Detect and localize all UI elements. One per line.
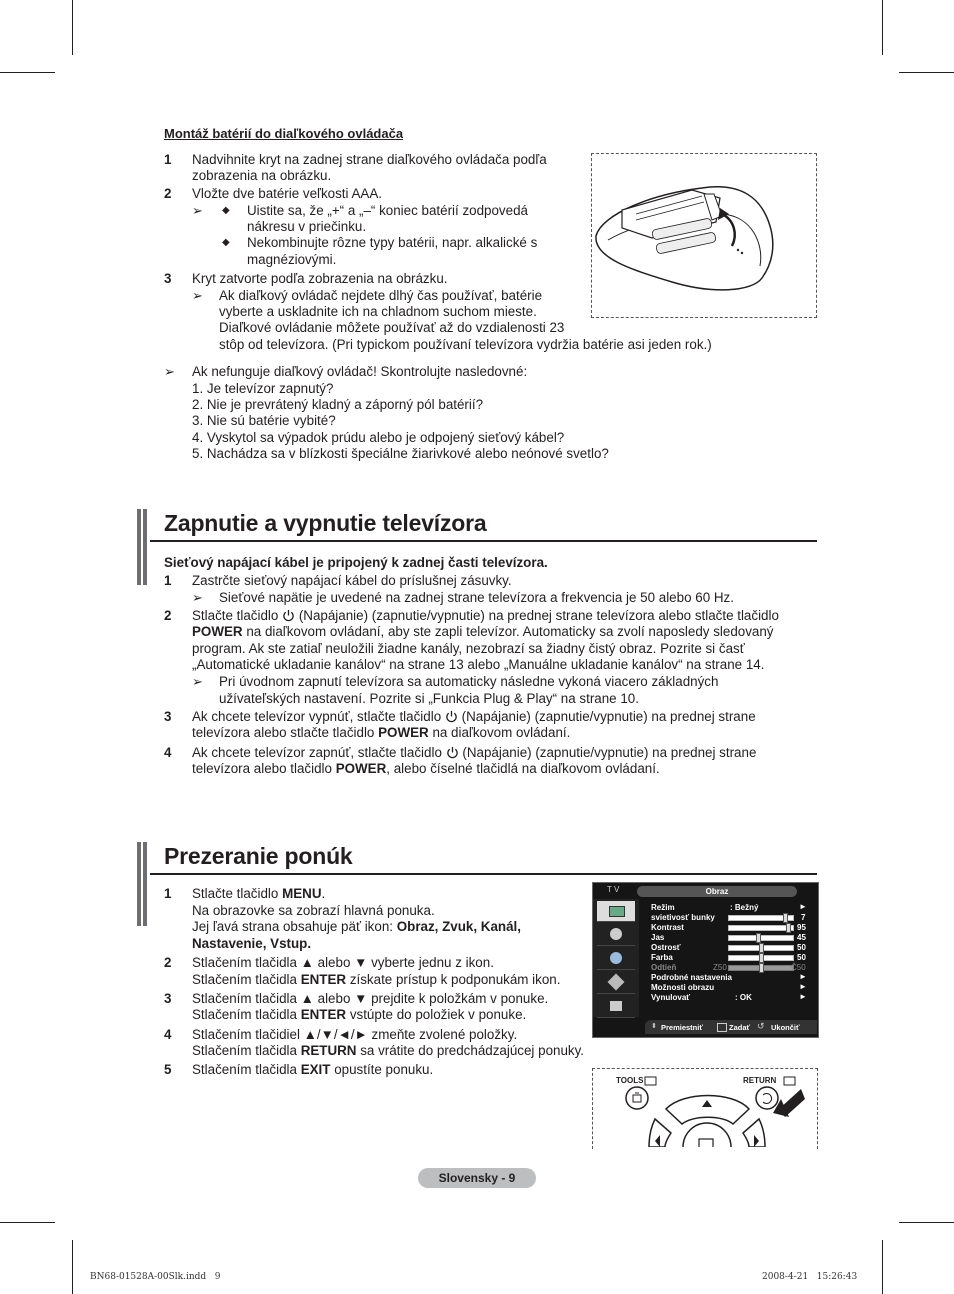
osd-row-label: svietivosť bunky bbox=[651, 913, 715, 922]
note-text: vyberte a uskladnite ich na chladnom suchom mieste. bbox=[219, 304, 537, 319]
osd-row-arrow: ► bbox=[799, 992, 807, 1001]
step-text: Stlačte tlačidlo MENU. bbox=[192, 886, 326, 901]
crop-mark bbox=[882, 0, 883, 55]
crop-mark bbox=[882, 1240, 883, 1294]
osd-footer-move: Premiestniť bbox=[661, 1023, 703, 1032]
step-text: Jej ľavá strana obsahuje päť ikon: Obraz, Zvuk, Kanál, bbox=[192, 919, 521, 934]
note-text: Sieťové napätie je uvedené na zadnej strane televízora a frekvencia je 50 alebo 60 Hz. bbox=[219, 590, 734, 605]
step-number: 3 bbox=[164, 991, 172, 1006]
enter-icon bbox=[717, 1023, 727, 1032]
timestamp: 2008-4-21 15:26:43 bbox=[762, 1272, 858, 1282]
step-text: Stlačením tlačidla ▲ alebo ▼ vyberte jednu z ikon. bbox=[192, 955, 494, 970]
crop-mark bbox=[0, 1222, 55, 1223]
section-bar bbox=[143, 509, 147, 585]
section-title: Zapnutie a vypnutie televízora bbox=[164, 510, 487, 536]
note-text: magnéziovými. bbox=[247, 252, 337, 267]
osd-row-value: : OK bbox=[735, 993, 752, 1002]
picture-icon bbox=[597, 901, 635, 922]
step-text: Stlačením tlačidla EXIT opustíte ponuku. bbox=[192, 1062, 434, 1077]
osd-row-value: Č50 bbox=[791, 963, 806, 972]
step-text: Stlačte tlačidlo (Napájanie) (zapnutie/vypnutie) na prednej strane televízora alebo stlačte tlačidlo bbox=[192, 608, 779, 623]
diamond-bullet-icon: ◆ bbox=[222, 237, 230, 248]
step-text: Stlačením tlačidiel ▲/▼/◄/► zmeňte zvolené položky. bbox=[192, 1027, 518, 1042]
osd-row-label: Kontrast bbox=[651, 923, 684, 932]
file-info: BN68-01528A-00Slk.indd 9 bbox=[90, 1272, 221, 1282]
step-text: Kryt zatvorte podľa zobrazenia na obrázku. bbox=[192, 271, 448, 286]
remote-control-icon bbox=[592, 154, 816, 317]
osd-row-left-value: Z50 bbox=[713, 963, 727, 972]
step-text: „Automatické ukladanie kanálov“ na strane 13 alebo „Manuálne ukladanie kanálov“ na strane 14. bbox=[192, 657, 765, 672]
note-text: nákresu v priečinku. bbox=[247, 219, 367, 234]
check-text: Ak nefunguje diaľkový ovládač! Skontrolujte nasledovné: bbox=[192, 364, 528, 379]
osd-row-value: 95 bbox=[797, 923, 806, 932]
setup-icon bbox=[597, 973, 635, 994]
osd-row-label: Možnosti obrazu bbox=[651, 983, 715, 992]
check-item: 2. Nie je prevrátený kladný a záporný pól batérií? bbox=[192, 397, 484, 412]
note-arrow-icon: ➢ bbox=[192, 590, 203, 605]
osd-slider bbox=[728, 965, 794, 971]
osd-row-label: Podrobné nastavenia bbox=[651, 973, 732, 982]
osd-row-arrow: ► bbox=[799, 982, 807, 991]
title-rule bbox=[150, 873, 817, 875]
note-text: Pri úvodnom zapnutí televízora sa automaticky následne vykoná viacero základných bbox=[219, 674, 719, 689]
channel-icon bbox=[597, 949, 635, 970]
osd-row-arrow: ► bbox=[799, 902, 807, 911]
section-bar bbox=[143, 842, 147, 926]
osd-slider-thumb bbox=[786, 923, 791, 933]
check-item: 3. Nie sú batérie vybité? bbox=[192, 413, 336, 428]
tools-label: TOOLS bbox=[616, 1076, 644, 1085]
section-title: Prezeranie ponúk bbox=[164, 843, 353, 869]
note-arrow-icon: ➢ bbox=[164, 364, 175, 379]
step-number: 2 bbox=[164, 955, 172, 970]
crop-mark bbox=[0, 72, 55, 73]
osd-picture-menu bbox=[592, 882, 819, 1038]
note-arrow-icon: ➢ bbox=[192, 288, 203, 303]
section-bar bbox=[137, 842, 141, 926]
step-text: Vložte dve batérie veľkosti AAA. bbox=[192, 186, 382, 201]
note-text: Diaľkové ovládanie môžete používať až do vzdialenosti 23 bbox=[219, 320, 565, 335]
sound-icon bbox=[597, 925, 635, 946]
remote-dpad-icon bbox=[593, 1069, 817, 1147]
note-arrow-icon: ➢ bbox=[192, 203, 203, 218]
step-text: zobrazenia na obrázku. bbox=[192, 168, 332, 183]
osd-row-value: : Bežný bbox=[730, 903, 759, 912]
return-icon: ↺ bbox=[757, 1021, 765, 1031]
osd-footer-enter: Zadať bbox=[729, 1023, 751, 1032]
osd-slider-thumb bbox=[759, 953, 764, 963]
step-text: program. Ak ste zatiaľ neuložili žiadne kanály, nezobrazí sa žiadny čistý obraz. Pozrite si časť bbox=[192, 641, 745, 656]
osd-slider-thumb bbox=[756, 933, 761, 943]
power-intro: Sieťový napájací kábel je pripojený k zadnej časti televízora. bbox=[164, 555, 548, 570]
note-text: Uistite sa, že „+“ a „–“ koniec batérií zodpovedá bbox=[247, 203, 528, 218]
power-icon bbox=[445, 710, 458, 723]
step-text: Stlačením tlačidla ENTER vstúpte do položiek v ponuke. bbox=[192, 1007, 527, 1022]
move-icon: ⬍ bbox=[651, 1023, 657, 1030]
step-text: POWER na diaľkovom ovládaní, aby ste zapli televízor. Automaticky sa zvolí naposledy sledovaný bbox=[192, 624, 774, 639]
osd-row-label: Odtieň bbox=[651, 963, 677, 972]
step-text: Zastrčte sieťový napájací kábel do príslušnej zásuvky. bbox=[192, 573, 512, 588]
osd-slider bbox=[728, 935, 794, 941]
step-number: 4 bbox=[164, 1027, 172, 1042]
remote-buttons-illustration bbox=[592, 1068, 818, 1149]
osd-footer bbox=[645, 1020, 817, 1034]
osd-row-value: 50 bbox=[797, 953, 806, 962]
input-icon bbox=[597, 997, 635, 1018]
step-text: televízora alebo tlačidlo POWER, alebo číselné tlačidlá na diaľkovom ovládaní. bbox=[192, 761, 660, 776]
check-item: 1. Je televízor zapnutý? bbox=[192, 381, 334, 396]
power-icon bbox=[446, 746, 459, 759]
step-number: 4 bbox=[164, 745, 172, 760]
check-item: 4. Vyskytol sa výpadok prúdu alebo je odpojený sieťový kábel? bbox=[192, 430, 565, 445]
diamond-bullet-icon: ◆ bbox=[222, 205, 230, 216]
osd-row-label: Ostrosť bbox=[651, 943, 681, 952]
step-text: Stlačením tlačidla ▲ alebo ▼ prejdite k položkám v ponuke. bbox=[192, 991, 549, 1006]
step-text: Ak chcete televízor vypnúť, stlačte tlačidlo (Napájanie) (zapnutie/vypnutie) na prednej strane bbox=[192, 709, 756, 724]
title-rule bbox=[150, 540, 817, 542]
remote-battery-illustration bbox=[591, 153, 817, 318]
step-number: 1 bbox=[164, 886, 172, 901]
osd-slider-thumb bbox=[759, 963, 764, 973]
osd-row-value: 45 bbox=[797, 933, 806, 942]
osd-row-label: Režim bbox=[651, 903, 675, 912]
page-number-badge: Slovensky - 9 bbox=[418, 1168, 536, 1188]
step-text: Stlačením tlačidla ENTER získate prístup k podponukám ikon. bbox=[192, 972, 561, 987]
osd-tv-label: T V bbox=[607, 885, 620, 894]
step-number: 3 bbox=[164, 709, 172, 724]
note-text: Ak diaľkový ovládač nejdete dlhý čas používať, batérie bbox=[219, 288, 543, 303]
power-icon bbox=[282, 609, 295, 622]
step-text: Stlačením tlačidla RETURN sa vrátite do predchádzajúcej ponuky. bbox=[192, 1043, 585, 1058]
check-item: 5. Nachádza sa v blízkosti špeciálne žiarivkové alebo neónové svetlo? bbox=[192, 446, 609, 461]
osd-slider-thumb bbox=[759, 943, 764, 953]
osd-slider-thumb bbox=[783, 913, 788, 923]
section-bar bbox=[137, 509, 141, 585]
osd-row-label: Jas bbox=[651, 933, 665, 942]
osd-slider bbox=[728, 915, 794, 921]
step-text: Ak chcete televízor zapnúť, stlačte tlačidlo (Napájanie) (zapnutie/vypnutie) na prednej strane bbox=[192, 745, 757, 760]
battery-heading: Montáž batérií do diaľkového ovládača bbox=[164, 126, 404, 141]
crop-mark bbox=[72, 0, 73, 55]
step-number: 1 bbox=[164, 152, 172, 167]
step-number: 1 bbox=[164, 573, 172, 588]
osd-icon-column bbox=[593, 899, 639, 1017]
osd-slider bbox=[728, 925, 794, 931]
osd-row-label: Farba bbox=[651, 953, 673, 962]
step-number: 5 bbox=[164, 1062, 172, 1077]
step-number: 2 bbox=[164, 608, 172, 623]
crop-mark bbox=[899, 72, 954, 73]
step-text: Nastavenie, Vstup. bbox=[192, 936, 312, 951]
osd-slider bbox=[728, 945, 794, 951]
return-label: RETURN bbox=[743, 1076, 777, 1085]
note-text: stôp od televízora. (Pri typickom používaní televízora vydržia batérie asi jeden rok.) bbox=[219, 337, 712, 352]
note-arrow-icon: ➢ bbox=[192, 674, 203, 689]
step-number: 2 bbox=[164, 186, 172, 201]
note-text: Nekombinujte rôzne typy batérii, napr. alkalické s bbox=[247, 235, 538, 250]
crop-mark bbox=[72, 1240, 73, 1294]
step-text: Na obrazovke sa zobrazí hlavná ponuka. bbox=[192, 903, 435, 918]
osd-row-label: Vynulovať bbox=[651, 993, 691, 1002]
osd-slider bbox=[728, 955, 794, 961]
note-text: užívateľských nastavení. Pozrite si „Funkcia Plug & Play“ na strane 10. bbox=[219, 691, 639, 706]
step-text: televízora alebo stlačte tlačidlo POWER na diaľkovom ovládaní. bbox=[192, 725, 571, 740]
step-number: 3 bbox=[164, 271, 172, 286]
step-text: Nadvihnite kryt na zadnej strane diaľkového ovládača podľa bbox=[192, 152, 547, 167]
osd-row-arrow: ► bbox=[799, 972, 807, 981]
osd-row-value: 7 bbox=[801, 913, 806, 922]
crop-mark bbox=[899, 1222, 954, 1223]
osd-header: Obraz bbox=[637, 886, 797, 897]
osd-footer-exit: Ukončiť bbox=[771, 1023, 800, 1032]
osd-row-value: 50 bbox=[797, 943, 806, 952]
